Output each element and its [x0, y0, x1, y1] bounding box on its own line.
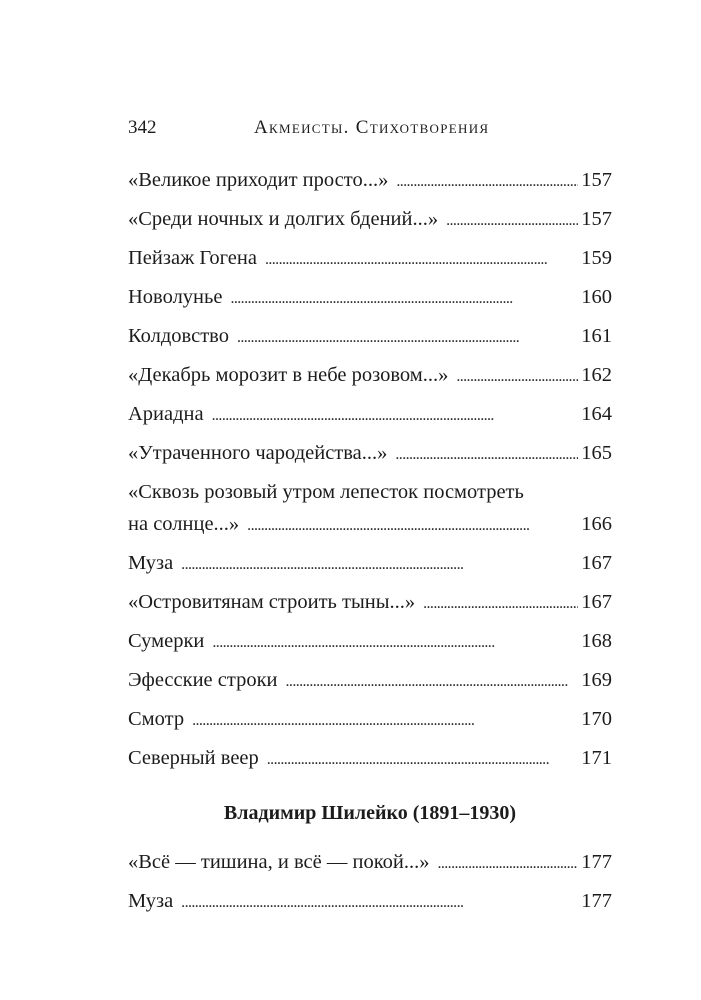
toc-entry-page: 165 — [581, 442, 612, 464]
toc-entry — [128, 479, 612, 539]
toc-entry-page: 161 — [581, 325, 612, 347]
dot-leader — [181, 552, 578, 578]
toc-entry-page: 162 — [581, 364, 612, 386]
dot-leader — [237, 325, 578, 351]
toc-entry-page: 177 — [581, 890, 612, 912]
toc-entry-title: Колдовство — [128, 325, 229, 347]
toc-entry — [128, 628, 612, 656]
toc-entry — [128, 167, 612, 195]
toc-entry-page: 167 — [581, 591, 612, 613]
toc-entry-page: 168 — [581, 630, 612, 652]
dot-leader — [437, 851, 578, 877]
toc-entry — [128, 550, 612, 578]
toc-entry-page: 177 — [581, 851, 612, 873]
toc-entry-page: 160 — [581, 286, 612, 308]
toc-entry-title-line2: на солнце...» — [128, 513, 240, 535]
toc-entry — [128, 849, 612, 877]
toc-entry-title: «Среди ночных и долгих бдений...» — [128, 208, 439, 230]
dot-leader — [423, 591, 578, 617]
toc-entry — [128, 401, 612, 429]
toc-entry — [128, 362, 612, 390]
toc-entry-title: Северный веер — [128, 747, 259, 769]
toc-entry — [128, 323, 612, 351]
toc-entry-title: Смотр — [128, 708, 185, 730]
toc-entry-title: «Утраченного чародейства...» — [128, 442, 388, 464]
toc-entry-title: «Всё — тишина, и всё — покой...» — [128, 851, 430, 873]
toc-entry-title: Сумерки — [128, 630, 205, 652]
toc-entry — [128, 245, 612, 273]
toc-entry-title: Пейзаж Гогена — [128, 247, 257, 269]
author-section-heading: Владимир Шилейко (1891–1930) — [223, 802, 517, 824]
dot-leader — [267, 747, 578, 773]
toc-entry-page: 170 — [581, 708, 612, 730]
toc-entry-title: Ариадна — [128, 403, 204, 425]
dot-leader — [265, 247, 578, 273]
toc-entry-title: «Великое приходит просто...» — [128, 169, 389, 191]
table-of-contents — [128, 167, 612, 927]
dot-leader — [446, 208, 578, 234]
toc-entry-page: 169 — [581, 669, 612, 691]
toc-entry — [128, 206, 612, 234]
dot-leader — [286, 669, 579, 695]
toc-entry — [128, 440, 612, 468]
toc-entry-page: 157 — [581, 169, 612, 191]
toc-entry-title: Новолунье — [128, 286, 223, 308]
toc-entry — [128, 706, 612, 734]
toc-entry-title-line1: «Сквозь розовый утром лепесток посмотреть — [128, 481, 524, 503]
toc-entry-page: 157 — [581, 208, 612, 230]
toc-entry — [128, 667, 612, 695]
toc-entry-page: 171 — [581, 747, 612, 769]
dot-leader — [181, 890, 578, 916]
dot-leader — [247, 513, 578, 539]
toc-entry-title: Муза — [128, 890, 174, 912]
dot-leader — [396, 169, 578, 195]
toc-entry — [128, 745, 612, 773]
dot-leader — [456, 364, 578, 390]
toc-entry-title: «Островитянам строить тыны...» — [128, 591, 416, 613]
toc-entry-page: 167 — [581, 552, 612, 574]
toc-entry-page: 166 — [581, 513, 612, 535]
running-header — [128, 117, 612, 145]
toc-entry-title: Муза — [128, 552, 174, 574]
toc-entry-title: «Декабрь морозит в небе розовом...» — [128, 364, 449, 386]
toc-entry-title: Эфесские строки — [128, 669, 278, 691]
page-number: 342 — [128, 117, 157, 138]
dot-leader — [395, 442, 578, 468]
toc-entry-page: 159 — [581, 247, 612, 269]
dot-leader — [192, 708, 578, 734]
dot-leader — [230, 286, 578, 312]
toc-entry — [128, 284, 612, 312]
dot-leader — [212, 403, 579, 429]
toc-entry-page: 164 — [581, 403, 612, 425]
toc-entry — [128, 589, 612, 617]
toc-entry — [128, 888, 612, 916]
running-title: Акмеисты. Стихотворения — [254, 117, 490, 138]
dot-leader — [212, 630, 578, 656]
